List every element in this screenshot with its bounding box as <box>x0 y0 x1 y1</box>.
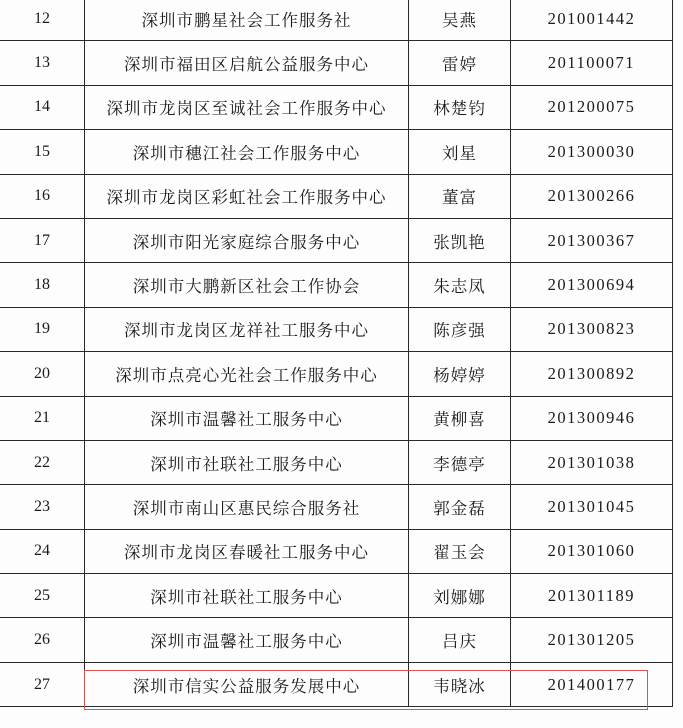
person-name: 李德亭 <box>409 440 511 484</box>
table-row-highlighted <box>0 662 673 706</box>
organization-name: 深圳市龙岗区彩虹社会工作服务中心 <box>85 174 409 218</box>
person-name: 刘星 <box>409 130 511 174</box>
organization-name: 深圳市社联社工服务中心 <box>85 574 409 618</box>
person-name: 翟玉会 <box>409 529 511 573</box>
person-name: 黄柳喜 <box>409 396 511 440</box>
person-name: 吴燕 <box>409 0 511 41</box>
table-row <box>0 396 673 440</box>
person-name: 韦晓冰 <box>409 662 511 706</box>
person-name: 林楚钧 <box>409 85 511 129</box>
certificate-number: 201100071 <box>511 41 673 85</box>
certificate-number: 201301060 <box>511 529 673 573</box>
table-row <box>0 307 673 351</box>
table-row <box>0 352 673 396</box>
row-number: 14 <box>0 85 85 129</box>
certificate-number: 201400177 <box>511 662 673 706</box>
person-name: 郭金磊 <box>409 485 511 529</box>
person-name: 朱志凤 <box>409 263 511 307</box>
row-number: 25 <box>0 574 85 618</box>
table-row <box>0 41 673 85</box>
organization-name: 深圳市穗江社会工作服务中心 <box>85 130 409 174</box>
person-name: 张凯艳 <box>409 218 511 262</box>
row-number: 13 <box>0 41 85 85</box>
table-row <box>0 529 673 573</box>
certificate-number: 201301045 <box>511 485 673 529</box>
person-name: 杨婷婷 <box>409 352 511 396</box>
certificate-number: 201001442 <box>511 0 673 41</box>
table-row <box>0 574 673 618</box>
person-name: 董富 <box>409 174 511 218</box>
row-number: 21 <box>0 396 85 440</box>
person-name: 陈彦强 <box>409 307 511 351</box>
table-row <box>0 85 673 129</box>
table-row <box>0 218 673 262</box>
organization-name: 深圳市点亮心光社会工作服务中心 <box>85 352 409 396</box>
table-row <box>0 0 673 41</box>
organization-name: 深圳市信实公益服务发展中心 <box>85 662 409 706</box>
certificate-number: 201300823 <box>511 307 673 351</box>
table-row <box>0 618 673 662</box>
organization-name: 深圳市温馨社工服务中心 <box>85 396 409 440</box>
table-row <box>0 174 673 218</box>
certificate-number: 201300694 <box>511 263 673 307</box>
organization-name: 深圳市龙岗区龙祥社工服务中心 <box>85 307 409 351</box>
organization-name: 深圳市鹏星社会工作服务社 <box>85 0 409 41</box>
row-number: 15 <box>0 130 85 174</box>
organization-name: 深圳市福田区启航公益服务中心 <box>85 41 409 85</box>
table-row <box>0 485 673 529</box>
organization-name: 深圳市社联社工服务中心 <box>85 440 409 484</box>
table-row <box>0 440 673 484</box>
person-name: 刘娜娜 <box>409 574 511 618</box>
table-row <box>0 263 673 307</box>
certificate-number: 201200075 <box>511 85 673 129</box>
certificate-number: 201301038 <box>511 440 673 484</box>
person-name: 吕庆 <box>409 618 511 662</box>
organization-name: 深圳市温馨社工服务中心 <box>85 618 409 662</box>
row-number: 27 <box>0 662 85 706</box>
organization-name: 深圳市龙岗区春暖社工服务中心 <box>85 529 409 573</box>
table-row <box>0 130 673 174</box>
person-name: 雷婷 <box>409 41 511 85</box>
row-number: 23 <box>0 485 85 529</box>
certificate-number: 201301189 <box>511 574 673 618</box>
certificate-number: 201300030 <box>511 130 673 174</box>
organization-name: 深圳市南山区惠民综合服务社 <box>85 485 409 529</box>
organization-name: 深圳市大鹏新区社会工作协会 <box>85 263 409 307</box>
certificate-number: 201300892 <box>511 352 673 396</box>
certificate-number: 201300367 <box>511 218 673 262</box>
certificate-number: 201300266 <box>511 174 673 218</box>
row-number: 17 <box>0 218 85 262</box>
certificate-number: 201300946 <box>511 396 673 440</box>
organization-name: 深圳市阳光家庭综合服务中心 <box>85 218 409 262</box>
row-number: 16 <box>0 174 85 218</box>
row-number: 18 <box>0 263 85 307</box>
row-number: 20 <box>0 352 85 396</box>
row-number: 19 <box>0 307 85 351</box>
row-number: 22 <box>0 440 85 484</box>
certificate-number: 201301205 <box>511 618 673 662</box>
organization-name: 深圳市龙岗区至诚社会工作服务中心 <box>85 85 409 129</box>
row-number: 26 <box>0 618 85 662</box>
row-number: 24 <box>0 529 85 573</box>
row-number: 12 <box>0 0 85 41</box>
